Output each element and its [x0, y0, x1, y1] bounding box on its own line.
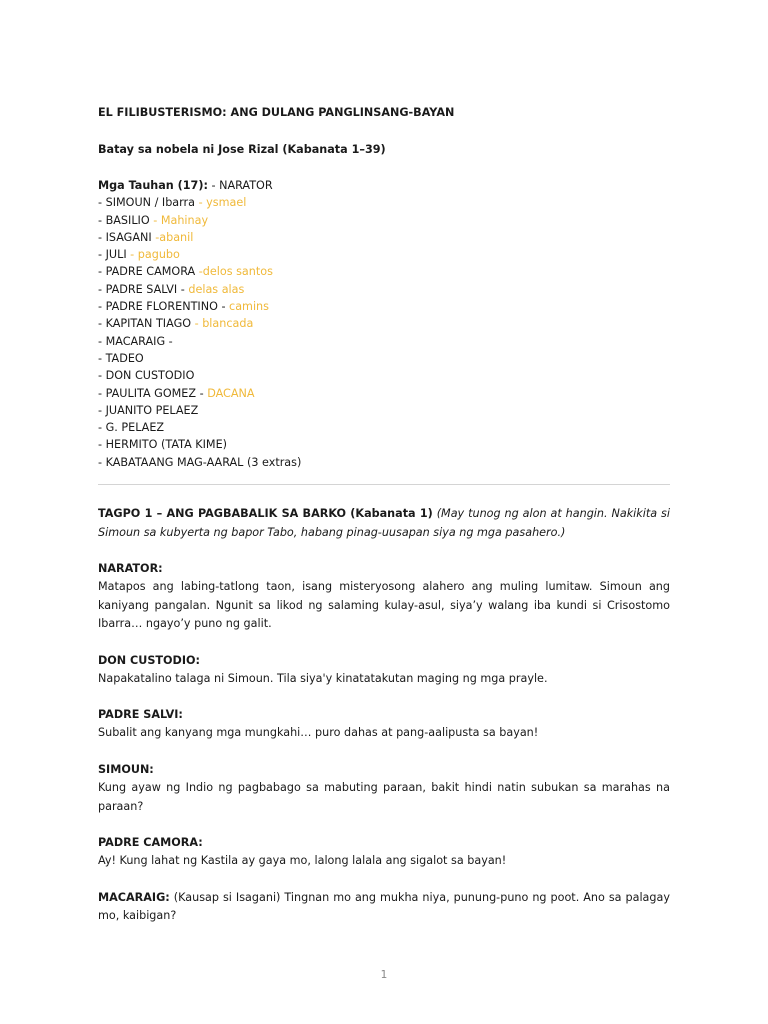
cast-role: - TADEO — [98, 351, 144, 365]
dialogue-line: (Kausap si Isagani) Tingnan mo ang mukha niya, punung-puno ng poot. Ano sa palagay mo, kaibigan? — [98, 890, 670, 923]
document-subtitle: Batay sa nobela ni Jose Rizal (Kabanata 1–39) — [98, 143, 386, 156]
cast-actor: camins — [229, 300, 269, 314]
cast-role: - PADRE SALVI - — [98, 282, 189, 296]
scene-heading — [98, 504, 670, 542]
cast-actor: -delos santos — [195, 265, 273, 279]
stage-direction: (May tunog ng alon at hangin. Nakikita si Simoun sa kubyerta ng bapor Tabo, habang pinag-uusapan siya ng mga pasahero.) — [98, 507, 670, 540]
cast-role: - DON CUSTODIO — [98, 369, 195, 383]
cast-label: Mga Tauhan (17): — [98, 179, 208, 192]
cast-role: - SIMOUN / Ibarra — [98, 196, 196, 210]
cast-row — [98, 419, 670, 436]
cast-row — [98, 436, 670, 453]
cast-actor: - blancada — [191, 317, 254, 331]
dialogue-block — [98, 834, 670, 871]
cast-actor: - pagubo — [126, 248, 180, 262]
cast-row — [98, 298, 670, 315]
cast-role: - HERMITO (TATA KIME) — [98, 438, 228, 452]
dialogue-line: Kung ayaw ng Indio ng pagbabago sa mabuting paraan, bakit hindi natin subukan sa marahas na paraan? — [98, 781, 670, 813]
cast-role: - JUANITO PELAEZ — [98, 403, 199, 417]
speaker-name: MACARAIG: — [98, 890, 170, 904]
cast-row — [98, 263, 670, 280]
page-number: 1 — [380, 969, 388, 981]
cast-row — [98, 229, 670, 246]
dialogue-block — [98, 761, 670, 816]
cast-role: - PADRE CAMORA — [98, 265, 196, 279]
dialogue-block — [98, 706, 670, 743]
cast-role: - MACARAIG - — [98, 334, 173, 348]
cast-row — [98, 385, 670, 402]
cast-row — [98, 333, 670, 350]
cast-row — [98, 315, 670, 332]
cast-row — [98, 454, 670, 471]
cast-role: - ISAGANI — [98, 230, 152, 244]
dialogue-block-inline — [98, 889, 670, 926]
section-divider — [98, 484, 670, 485]
cast-first-role: - NARATOR — [207, 179, 273, 192]
speaker-name: PADRE CAMORA: — [98, 836, 203, 850]
cast-role: - BASILIO — [98, 213, 150, 227]
cast-row — [98, 402, 670, 419]
cast-role: - JULI — [98, 248, 127, 262]
cast-actor: DACANA — [207, 386, 255, 400]
cast-row — [98, 281, 670, 298]
cast-role: - PADRE FLORENTINO - — [98, 300, 230, 314]
speaker-name: DON CUSTODIO: — [98, 653, 200, 667]
dialogue-block — [98, 560, 670, 634]
dialogue-line: Matapos ang labing-tatlong taon, isang misteryosong alahero ang muling lumitaw. Simoun ang kaniyang pangalan. Ngunit sa likod ng salaming kulay-asul, siya’y walang iba kundi si Crisostomo Ibarra… ngayo’y puno ng galit. — [98, 580, 670, 631]
cast-actor: -abanil — [151, 230, 194, 244]
dialogue-line: Napakatalino talaga ni Simoun. Tila siya'y kinatatakutan maging ng mga prayle. — [98, 671, 548, 685]
cast-row — [98, 194, 670, 211]
cast-actor: delas alas — [188, 282, 245, 296]
cast-role: - G. PELAEZ — [98, 421, 165, 435]
dialogue-line: Subalit ang kanyang mga mungkahi… puro dahas at pang-aalipusta sa bayan! — [98, 726, 539, 740]
cast-list — [98, 177, 670, 471]
speaker-name: PADRE SALVI: — [98, 708, 183, 722]
cast-role: - PAULITA GOMEZ - — [98, 386, 208, 400]
cast-row — [98, 367, 670, 384]
document-page — [98, 104, 670, 926]
cast-row — [98, 350, 670, 367]
document-title: EL FILIBUSTERISMO: ANG DULANG PANGLINSANG-BAYAN — [98, 106, 455, 119]
dialogue-block — [98, 652, 670, 689]
speaker-name: SIMOUN: — [98, 763, 154, 777]
cast-role: - KAPITAN TIAGO — [98, 317, 192, 331]
cast-actor: - ysmael — [195, 196, 247, 210]
cast-header — [98, 177, 670, 194]
speaker-name: NARATOR: — [98, 562, 163, 576]
dialogue-line: Ay! Kung lahat ng Kastila ay gaya mo, lalong lalala ang sigalot sa bayan! — [98, 854, 507, 868]
scene-title: TAGPO 1 – ANG PAGBABALIK SA BARKO (Kabanata 1) — [98, 507, 433, 521]
cast-actor: - Mahinay — [149, 213, 209, 227]
cast-row — [98, 212, 670, 229]
cast-row — [98, 246, 670, 263]
cast-role: - KABATAANG MAG-AARAL (3 extras) — [98, 455, 302, 469]
